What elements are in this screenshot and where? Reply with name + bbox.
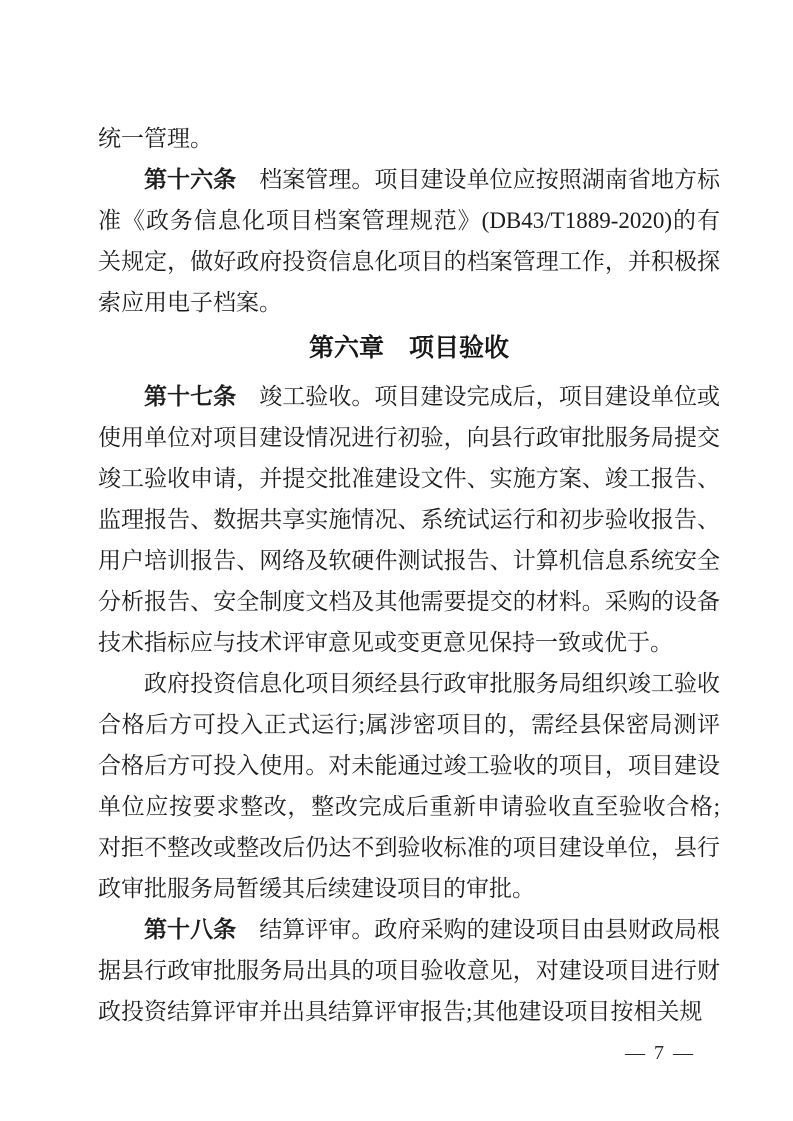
article-17-para2-text: 政府投资信息化项目须经县行政审批服务局组织竣工验收合格后方可投入正式运行;属涉密项目的，需经县保密局测评合格后方可投入使用。对未能通过竣工验收的项目，项目建设单位应按要求整改，整改完成后重新申请验收直至验收合格;对拒不整改或整改后仍达不到验收标准的项目建设单位，县行政审批服务局暂缓其后续建设项目的审批。 — [98, 671, 720, 901]
article-16-body: 档案管理。项目建设单位应按照湖南省地方标准《政务信息化项目档案管理规范》(DB43/T1889-2020)的有关规定，做好政府投资信息化项目的档案管理工作，并积极探索应用电子档案。 — [98, 167, 721, 315]
article-17-label: 第十七条 — [144, 384, 237, 409]
article-16-paragraph — [98, 159, 720, 323]
article-18-label: 第十八条 — [144, 917, 237, 942]
article-17-body: 竣工验收。项目建设完成后，项目建设单位或使用单位对项目建设情况进行初验，向县行政审批服务局提交竣工验收申请，并提交批准建设文件、实施方案、竣工报告、监理报告、数据共享实施情况、系统试运行和初步验收报告、用户培训报告、网络及软硬件测试报告、计算机信息系统安全分析报告、安全制度文档及其他需要提交的材料。采购的设备技术指标应与技术评审意见或变更意见保持一致或优于。 — [98, 384, 721, 655]
continuation-text: 统一管理。 — [98, 126, 213, 151]
article-18-paragraph — [98, 909, 720, 1032]
article-16-label: 第十六条 — [144, 167, 237, 192]
article-17-paragraph-2 — [98, 663, 720, 909]
article-17-paragraph — [98, 376, 720, 663]
page-number: — 7 — — [625, 1042, 695, 1064]
document-text-block — [98, 0, 720, 1032]
article-18-body: 结算评审。政府采购的建设项目由县财政局根据县行政审批服务局出具的项目验收意见，对建设项目进行财政投资结算评审并出具结算评审报告;其他建设项目按相关规 — [98, 917, 721, 1024]
paragraph-continuation — [98, 118, 720, 159]
chapter-heading: 第六章 项目验收 — [308, 334, 509, 362]
